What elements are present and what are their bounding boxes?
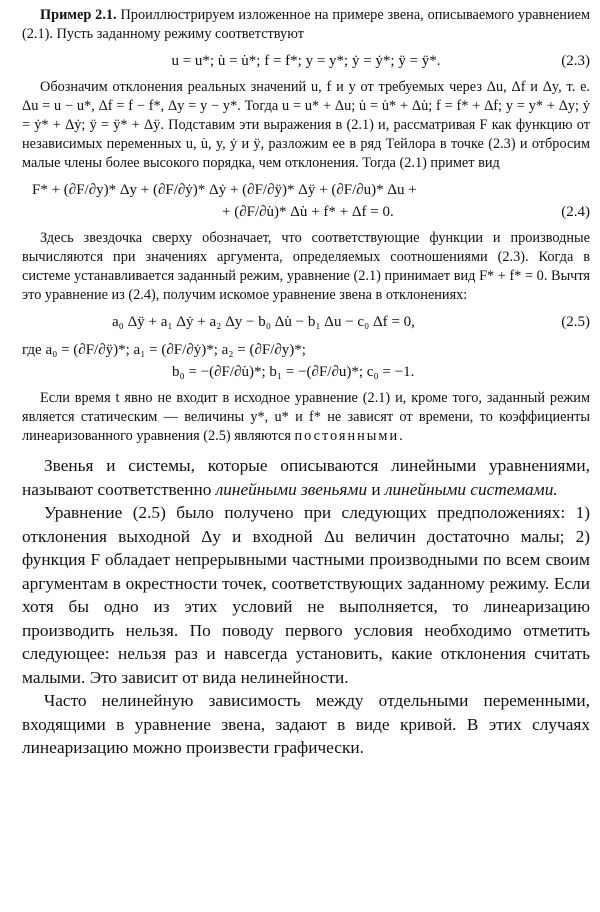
main-text-block [22,454,590,760]
equation-2-5 [22,311,590,333]
example-heading: Пример 2.1. [40,7,117,23]
equation-2-4 [22,179,590,223]
coefficients-line2: b₀ = −(∂F/∂u̇)*; b₁ = −(∂F/∂u)*; c₀ = −1. [172,364,415,380]
equation-2-4-line1: F* + (∂F/∂y)* Δy + (∂F/∂ẏ)* Δẏ + (∂F/∂ÿ)* Δÿ + (∂F/∂u)* Δu + [32,182,417,198]
linear-links-term: линейными звеньями [215,479,368,499]
linear-definition-paragraph [22,454,590,501]
example-intro: Проиллюстрируем изложенное на примере звена, описываемого уравнением (2.1). Пусть заданному режиму соответствуют [22,7,591,42]
assumptions-paragraph: Уравнение (2.5) было получено при следующих предположениях: 1) отклонения выходной Δy и входной Δu величин достаточно малы; 2) функция F обладает непрерывными частными производными по всем своим аргументам в окрестности точек, соответствующих заданному режиму. Если хотя бы одно из этих условий не выполняется, то линеаризацию производить нельзя. По поводу первого условия необходимо отметить следующее: нельзя раз и навсегда установить, какие отклонения считать малыми. Это зависит от вида нелинейности. [22,503,590,687]
coefficients-line1: где a₀ = (∂F/∂ÿ)*; a₁ = (∂F/∂ẏ)*; a₂ = (∂F/∂y)*; [22,342,306,358]
equation-2-3-number: (2.3) [561,53,590,69]
coefficients-block [22,339,590,383]
example-paragraph [22,6,590,44]
equation-2-3-formula: u = u*; u̇ = u̇*; f = f*; y = y*; ẏ = ẏ*; ÿ = ÿ*. [171,53,441,69]
equation-2-4-number: (2.4) [561,204,590,220]
time-paragraph [22,389,590,446]
asterisk-paragraph: Здесь звездочка сверху обозначает, что соответствующие функции и производные вычисляются при значениях аргумента, определяемых соотношениями (2.3). Когда в системе устанавливается заданный режим, уравнение (2.1) принимает вид F* + f* = 0. Вычтя это уравнение из (2.4), получим искомое уравнение звена в отклонениях: [22,230,590,303]
equation-2-4-line2: + (∂F/∂u̇)* Δu̇ + f* + Δf = 0. [222,204,394,220]
page [22,6,590,760]
time-paragraph-emphasis: постоянными. [294,428,405,444]
equation-2-3 [22,50,590,72]
equation-2-5-formula: a₀ Δÿ + a₁ Δẏ + a₂ Δy − b₀ Δu̇ − b₁ Δu − c₀ Δf = 0, [112,314,415,330]
small-print-block [22,6,590,446]
linear-definition-text: Звенья и системы, которые описываются линейными уравнениями, называют соответственно [22,456,590,499]
linear-definition-conj: и [367,479,385,499]
graphical-paragraph: Часто нелинейную зависимость между отдельными переменными, входящими в уравнение звена, задают в виде кривой. В этих случаях линеаризацию можно произвести графически. [22,691,590,757]
deviation-paragraph: Обозначим отклонения реальных значений u, f и y от требуемых через Δu, Δf и Δy, т. е. Δu = u − u*, Δf = f − f*, Δy = y − y*. Тогда u = u* + Δu; u̇ = u̇* + Δu̇; f = f* + Δf; y = y* + Δy; ẏ = ẏ* + Δẏ; ÿ = ÿ* + Δÿ. Подставим эти выражения в (2.1) и, рассматривая F как функцию от независимых переменных u, u̇, y, ẏ и ÿ, разложим ее в ряд Тейлора в точке (2.3) и отбросим малые члены более высокого порядка, чем отклонения. Тогда (2.1) примет вид [22,79,590,171]
linear-systems-term: линейными системами. [384,479,558,499]
time-paragraph-text: Если время t явно не входит в исходное уравнение (2.1) и, кроме того, заданный режим является статическим — величины y*, u* и f* не зависят от времени, то коэффициенты линеаризованного уравнения (2.5) являются [22,390,590,444]
equation-2-5-number: (2.5) [561,314,590,330]
